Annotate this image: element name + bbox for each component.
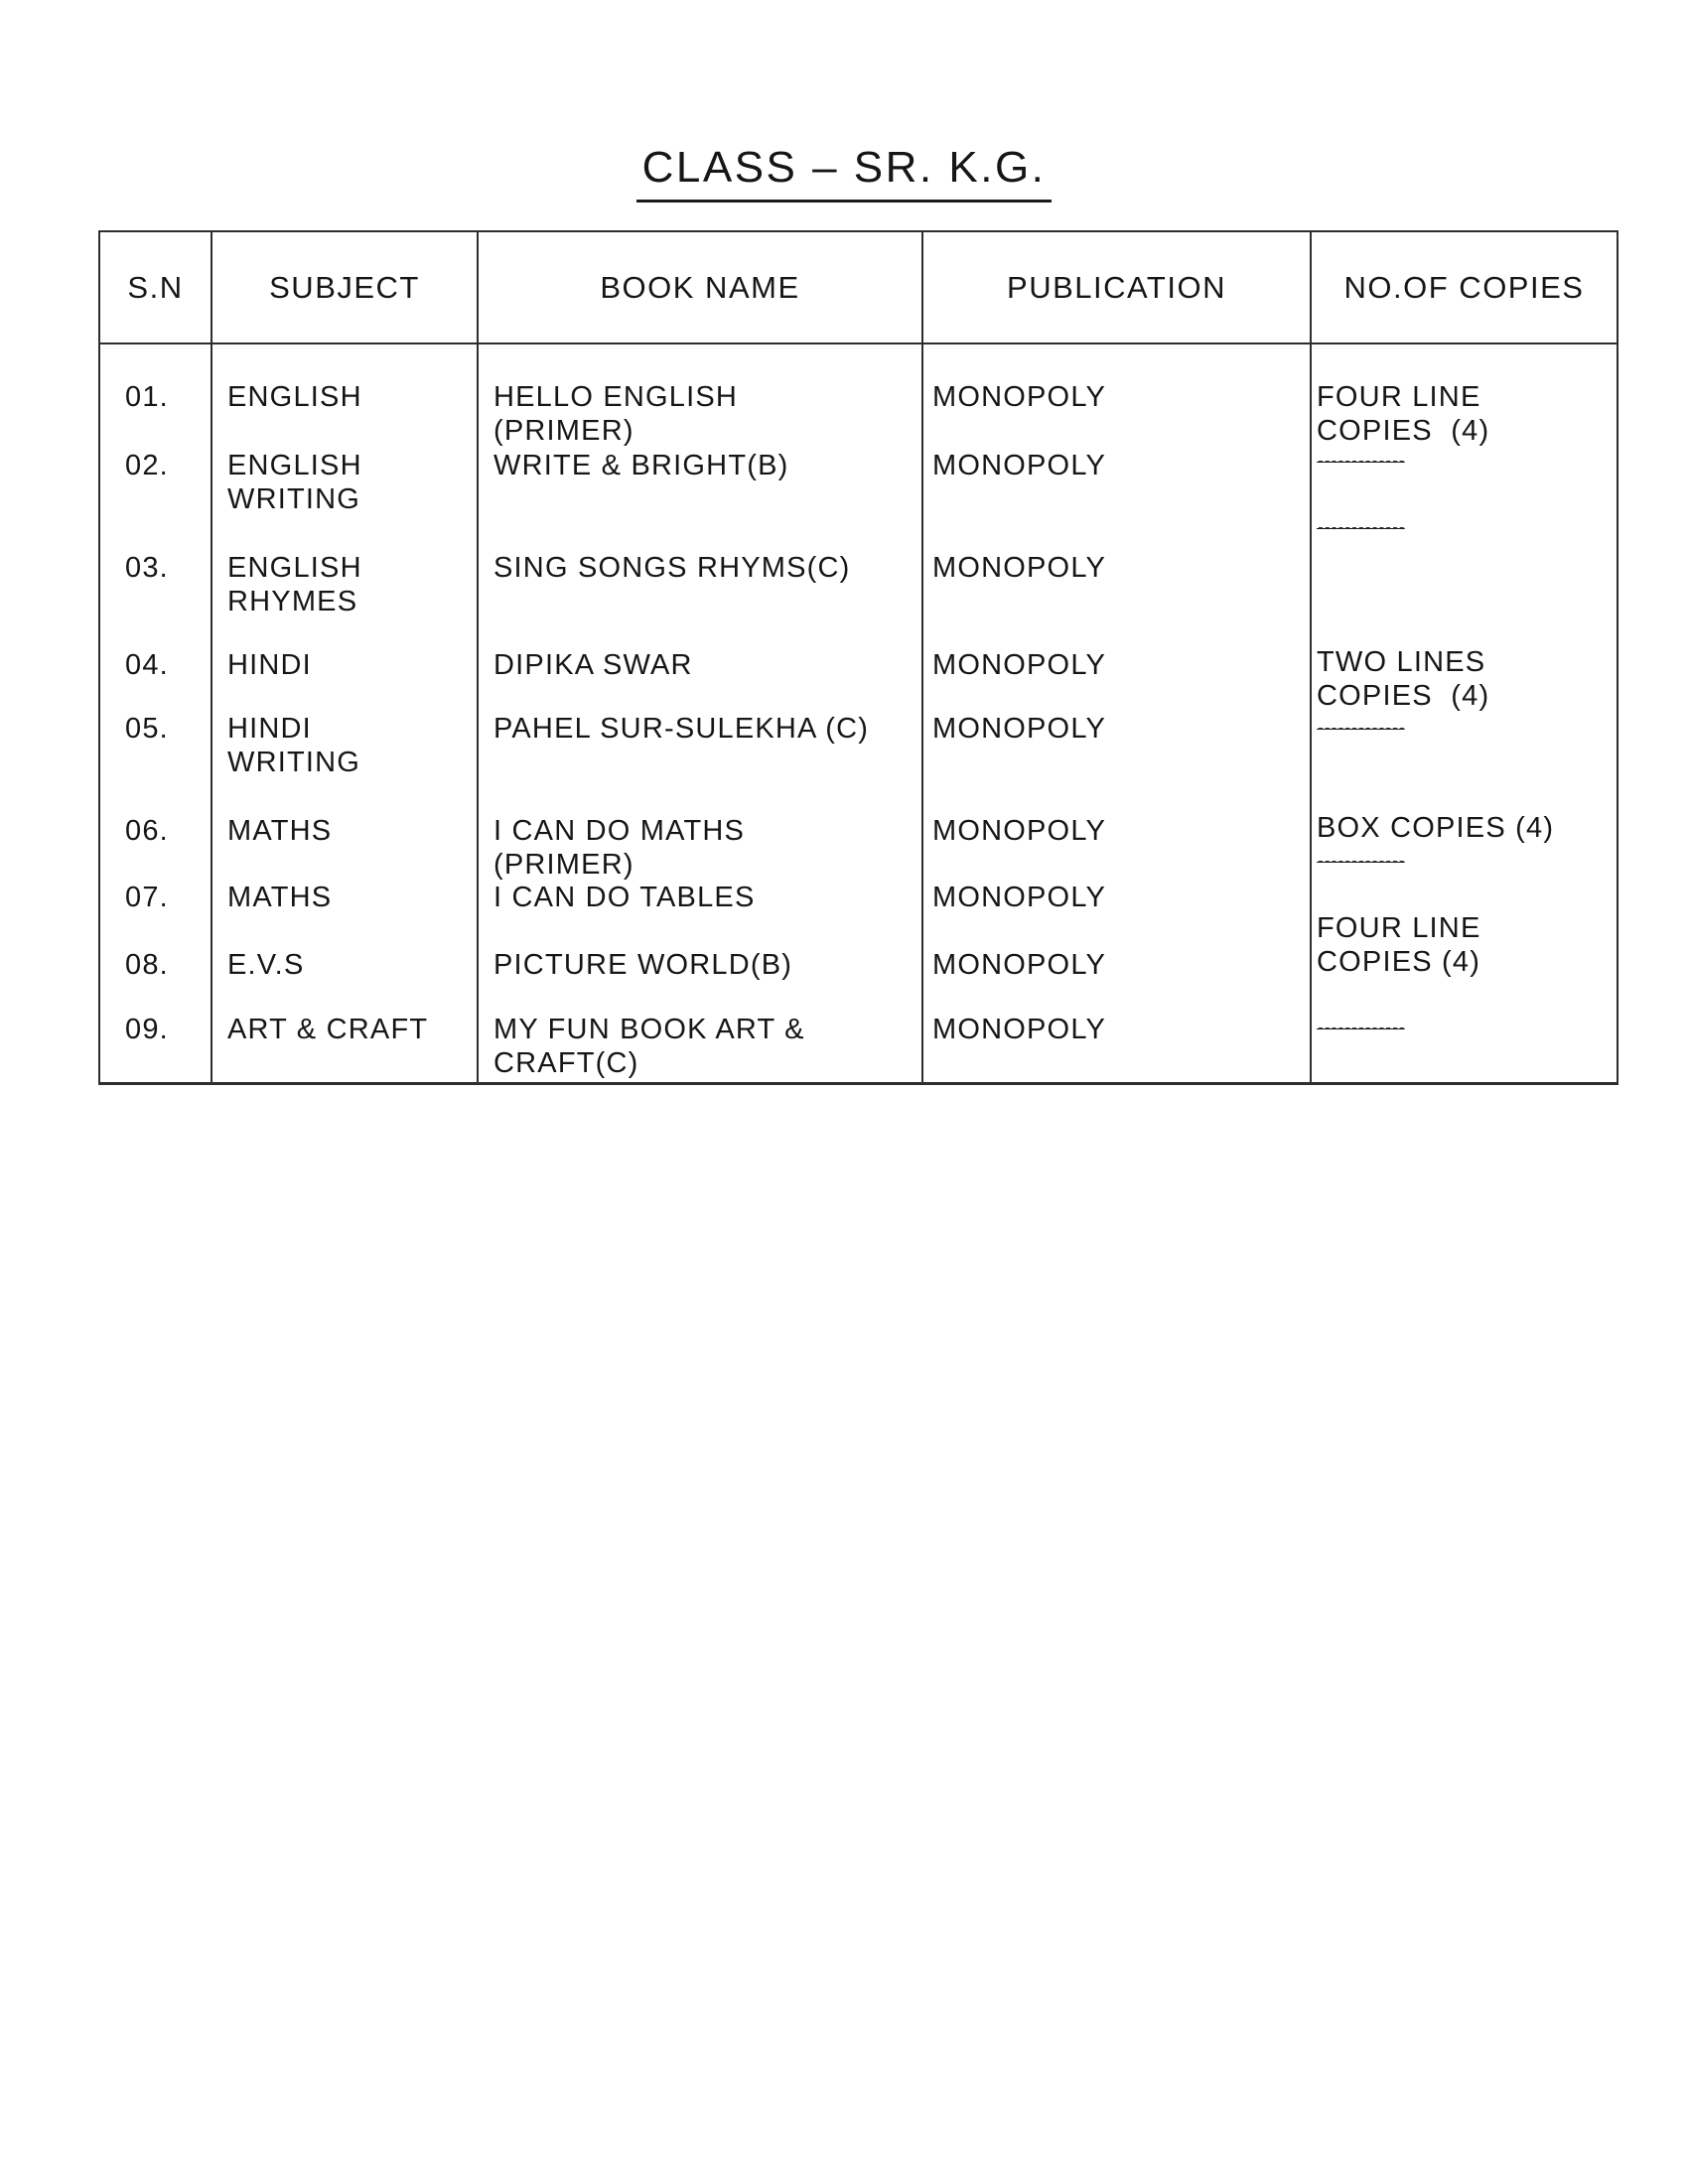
serial-cell: 07. — [125, 882, 169, 913]
subject-line: HINDI — [227, 649, 312, 681]
book-line: SING SONGS RHYMS(C) — [493, 552, 851, 584]
book-line: (PRIMER) — [493, 415, 634, 447]
serial-cell: 06. — [125, 815, 169, 847]
table-header-row — [100, 232, 1617, 344]
book-line: (PRIMER) — [493, 849, 634, 881]
book-cell — [479, 380, 919, 448]
book-cell — [479, 1013, 919, 1080]
column-subject — [212, 344, 479, 1082]
book-line: MY FUN BOOK ART & — [493, 1014, 805, 1045]
copies-note — [1312, 811, 1615, 845]
subject-line: ENGLISH — [227, 552, 362, 584]
subject-line: MATHS — [227, 815, 333, 847]
subject-cell — [212, 948, 475, 982]
ditto-dash: ------------- — [1317, 1022, 1405, 1036]
subject-cell — [212, 1013, 475, 1046]
ditto-dash: ------------- — [1317, 521, 1405, 536]
subject-line: WRITING — [227, 747, 361, 778]
subject-line: HINDI — [227, 713, 312, 745]
publication-cell: MONOPOLY — [932, 1014, 1107, 1045]
copies-line: BOX COPIES (4) — [1317, 812, 1555, 844]
serial-cell: 03. — [125, 552, 169, 584]
book-cell — [479, 449, 919, 482]
ditto-dash: ------------- — [1317, 455, 1405, 470]
subject-line: ENGLISH — [227, 381, 362, 413]
book-line: DIPIKA SWAR — [493, 649, 693, 681]
subject-line: E.V.S — [227, 949, 305, 981]
copies-line: FOUR LINE — [1317, 381, 1481, 413]
copies-note — [1312, 380, 1615, 448]
subject-cell — [212, 380, 475, 414]
copies-note — [1312, 645, 1615, 713]
subject-line: WRITING — [227, 483, 361, 515]
header-sn: S.N — [100, 232, 212, 342]
subject-line: ART & CRAFT — [227, 1014, 429, 1045]
title-wrap — [0, 143, 1688, 203]
publication-cell: MONOPOLY — [932, 949, 1107, 981]
book-cell — [479, 648, 919, 682]
header-subject: SUBJECT — [212, 232, 479, 342]
book-line: PAHEL SUR-SULEKHA (C) — [493, 713, 870, 745]
subject-cell — [212, 712, 475, 779]
column-serial — [100, 344, 212, 1082]
copies-line: COPIES (4) — [1317, 680, 1490, 712]
copies-note — [1312, 911, 1615, 979]
book-list-table — [98, 230, 1618, 1085]
header-publication: PUBLICATION — [923, 232, 1312, 342]
serial-cell: 02. — [125, 450, 169, 481]
book-line: CRAFT(C) — [493, 1047, 639, 1079]
copies-line: FOUR LINE — [1317, 912, 1481, 944]
serial-cell: 05. — [125, 713, 169, 745]
book-line: WRITE & BRIGHT(B) — [493, 450, 789, 481]
subject-line: RHYMES — [227, 586, 358, 617]
subject-line: ENGLISH — [227, 450, 362, 481]
column-book-name — [479, 344, 923, 1082]
book-line: HELLO ENGLISH — [493, 381, 739, 413]
ditto-dash: ------------- — [1317, 722, 1405, 737]
header-book-name: BOOK NAME — [479, 232, 923, 342]
book-cell — [479, 948, 919, 982]
subject-line: MATHS — [227, 882, 333, 913]
publication-cell: MONOPOLY — [932, 713, 1107, 745]
subject-cell — [212, 449, 475, 516]
book-cell — [479, 551, 919, 585]
book-cell — [479, 712, 919, 746]
publication-cell: MONOPOLY — [932, 450, 1107, 481]
subject-cell — [212, 551, 475, 618]
table-body — [100, 344, 1617, 1082]
subject-cell — [212, 814, 475, 848]
book-line: I CAN DO TABLES — [493, 882, 756, 913]
publication-cell: MONOPOLY — [932, 381, 1107, 413]
publication-cell: MONOPOLY — [932, 882, 1107, 913]
column-no-of-copies — [1312, 344, 1617, 1082]
book-line: PICTURE WORLD(B) — [493, 949, 793, 981]
page-title: CLASS – SR. K.G. — [636, 143, 1053, 203]
publication-cell: MONOPOLY — [932, 552, 1107, 584]
ditto-dash: ------------- — [1317, 855, 1405, 870]
serial-cell: 08. — [125, 949, 169, 981]
serial-cell: 04. — [125, 649, 169, 681]
serial-cell: 09. — [125, 1014, 169, 1045]
book-line: I CAN DO MATHS — [493, 815, 746, 847]
column-publication — [923, 344, 1312, 1082]
copies-line: TWO LINES — [1317, 646, 1486, 678]
book-cell — [479, 814, 919, 882]
header-no-of-copies: NO.OF COPIES — [1343, 269, 1585, 305]
subject-cell — [212, 648, 475, 682]
copies-line: COPIES (4) — [1317, 946, 1481, 978]
book-cell — [479, 881, 919, 914]
serial-cell: 01. — [125, 381, 169, 413]
publication-cell: MONOPOLY — [932, 815, 1107, 847]
publication-cell: MONOPOLY — [932, 649, 1107, 681]
copies-line: COPIES (4) — [1317, 415, 1490, 447]
subject-cell — [212, 881, 475, 914]
